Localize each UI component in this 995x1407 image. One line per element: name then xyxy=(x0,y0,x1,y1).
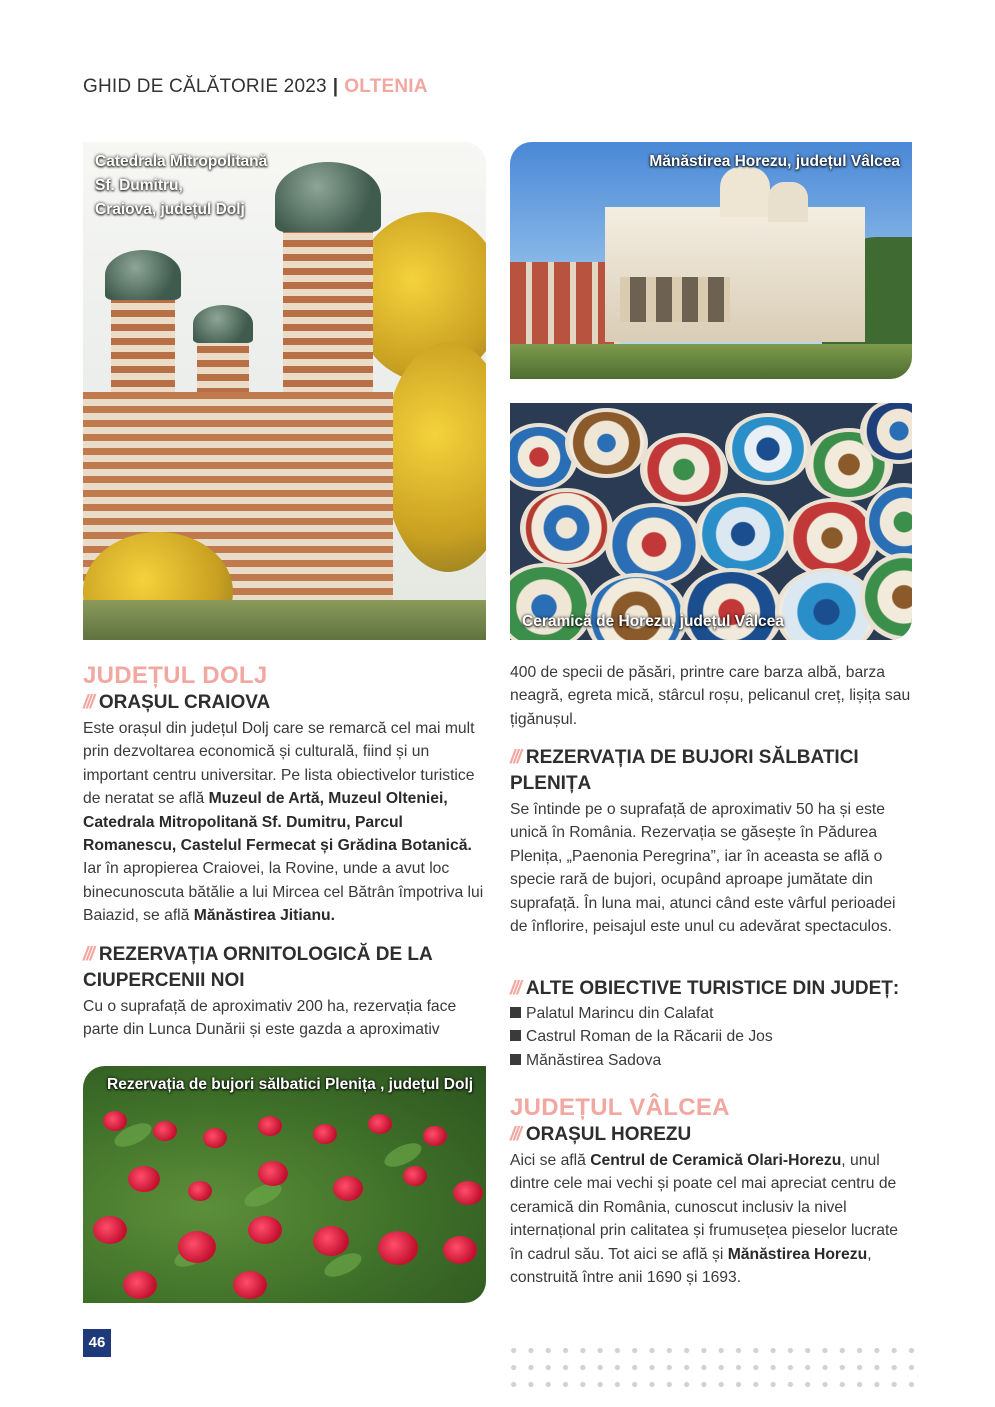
page-header xyxy=(83,76,428,98)
subheading-text: REZERVAȚIA DE BUJORI SĂLBATICI PLENIȚA xyxy=(510,747,859,794)
photo-caption: Rezervația de bujori sălbatici Plenița , județul Dolj xyxy=(107,1076,474,1093)
section-heading-valcea: JUDEȚUL VÂLCEA xyxy=(510,1094,730,1121)
subheading-text: ALTE OBIECTIVE TURISTICE DIN JUDEȚ: xyxy=(525,978,900,999)
bold-run: Centrul de Ceramică Olari-Horezu xyxy=(590,1152,842,1169)
main-dome xyxy=(275,162,381,232)
grass xyxy=(83,600,486,640)
caption-line: Sf. Dumitru, xyxy=(95,177,183,194)
subheading-bujori xyxy=(510,745,890,797)
peony-flower xyxy=(313,1124,337,1144)
bold-run: Mănăstirea Jitianu. xyxy=(193,907,335,925)
subheading-text: ORAȘUL CRAIOVA xyxy=(98,692,271,713)
peony-flower xyxy=(368,1114,392,1134)
bold-run: Muzeul de Artă, Muzeul Olteniei, Catedrala Mitropolitană Sf. Dumitru, Parcul Romanescu, Castelul Fermecat și Grădina Botanică. xyxy=(83,790,472,855)
ornitologica-paragraph: Cu o suprafață de aproximativ 200 ha, rezervația face parte din Lunca Dunării și este gazda a aproximativ xyxy=(83,998,457,1039)
ceramic-plate xyxy=(725,413,811,485)
peony-flower xyxy=(93,1216,127,1244)
peony-flower xyxy=(453,1181,483,1205)
list-item: Palatul Marincu din Calafat xyxy=(510,1002,773,1025)
church-tower xyxy=(720,167,770,217)
subheading-alte-obiective xyxy=(510,976,899,1002)
peony-flower xyxy=(123,1271,157,1299)
peony-flower xyxy=(128,1166,160,1192)
peony-flower xyxy=(258,1161,288,1186)
subheading-ornitologica xyxy=(83,942,463,994)
header-separator: | xyxy=(332,76,339,97)
region-name: OLTENIA xyxy=(344,76,428,97)
ornitologica-paragraph-continued: 400 de specii de păsări, printre care barza albă, barza neagră, egreta mică, stârcul roșu, pelicanul creț, lișița sau țigănușul. xyxy=(510,664,911,728)
peony-flower xyxy=(233,1271,267,1299)
ceramics-photo xyxy=(510,403,912,640)
text-run: Iar în apropierea Craiovei, la Rovine, unde a avut loc binecunoscuta bătălie a lui Mircea cel Bătrân împotriva lui Baiazid, se află xyxy=(83,860,484,925)
slash-marker: /// xyxy=(510,978,520,999)
peonies-photo xyxy=(83,1066,486,1303)
subheading-text: ORAȘUL HOREZU xyxy=(525,1124,692,1145)
section-heading-dolj: JUDEȚUL DOLJ xyxy=(83,662,268,689)
small-dome xyxy=(193,305,253,343)
text-run: , construită între anii 1690 și 1693. xyxy=(510,1245,872,1287)
peony-flower xyxy=(188,1181,212,1201)
text-run: , unul dintre cele mai vechi și poate cel mai apreciat centru de ceramică din România, cunoscut inclusiv la nivel internațional prin calitatea și frumusețea pieselor lucrate în cadrul său. Tot aici se află și xyxy=(510,1152,899,1263)
tree-foliage xyxy=(383,342,486,572)
church-arcade xyxy=(620,277,730,322)
bujori-paragraph: Se întinde pe o suprafață de aproximativ 50 ha și este unică în România. Rezervația se găsește în Pădurea Plenița, „Paenonia Peregrina”, iar în aceasta se află o specie rară de bujori, ocupând aproape jumătate din suprafață. În luna mai, atunci când este vârful perioadei de înflorire, peisajul este unul cu adevărat spectaculos. xyxy=(510,801,896,936)
church-tower xyxy=(768,182,808,222)
ceramic-plate xyxy=(520,488,613,568)
decorative-dot-grid xyxy=(505,1342,920,1398)
left-dome xyxy=(105,250,181,300)
slash-marker: /// xyxy=(510,747,520,768)
peony-flower xyxy=(203,1128,227,1148)
subheading-horezu xyxy=(510,1122,691,1148)
list-item: Mănăstirea Sadova xyxy=(510,1049,773,1072)
cathedral-photo xyxy=(83,142,486,640)
peony-flower xyxy=(258,1116,282,1136)
monastery-wall xyxy=(510,262,620,347)
caption-line: Craiova, județul Dolj xyxy=(95,201,245,218)
slash-marker: /// xyxy=(83,692,93,713)
photo-caption xyxy=(95,150,267,222)
peony-flower xyxy=(403,1166,427,1186)
text-run: Este orașul din județul Dolj care se remarcă cel mai mult prin dezvoltarea economică și culturală, fiind și un important centru universitar. Pe lista obiectivelor turistice de neratat se află xyxy=(83,720,475,808)
ceramic-plate xyxy=(695,493,791,575)
page-number: 46 xyxy=(83,1329,111,1357)
peony-flower xyxy=(248,1216,282,1244)
peony-flower xyxy=(103,1111,127,1131)
subheading-craiova xyxy=(83,690,270,716)
ceramic-plate xyxy=(785,498,879,578)
ceramic-plate xyxy=(565,408,648,478)
subheading-text: REZERVAȚIA ORNITOLOGICĂ DE LA CIUPERCENII NOI xyxy=(83,944,433,991)
peony-flower xyxy=(313,1226,349,1256)
photo-caption: Ceramică de Horezu, județul Vâlcea xyxy=(522,613,784,630)
ceramic-plate xyxy=(605,503,703,586)
horezu-paragraph xyxy=(510,1149,912,1289)
obiective-list xyxy=(510,1002,773,1072)
caption-line: Catedrala Mitropolitană xyxy=(95,153,268,170)
peony-flower xyxy=(423,1126,447,1146)
peony-flower xyxy=(378,1231,418,1265)
craiova-paragraph xyxy=(83,717,488,928)
peony-flower xyxy=(153,1121,177,1141)
peony-flower xyxy=(333,1176,363,1201)
peony-flower xyxy=(178,1231,216,1263)
peony-flower xyxy=(443,1236,477,1264)
list-item: Castrul Roman de la Răcarii de Jos xyxy=(510,1025,773,1048)
lawn xyxy=(510,344,912,379)
slash-marker: /// xyxy=(510,1124,520,1145)
slash-marker: /// xyxy=(83,944,93,965)
photo-caption: Mănăstirea Horezu, județul Vâlcea xyxy=(649,153,900,170)
text-run: Aici se află xyxy=(510,1152,591,1169)
monastery-photo xyxy=(510,142,912,379)
guide-title: GHID DE CĂLĂTORIE 2023 xyxy=(83,76,327,97)
bold-run: Mănăstirea Horezu xyxy=(727,1245,868,1263)
ceramic-plate xyxy=(640,433,728,506)
